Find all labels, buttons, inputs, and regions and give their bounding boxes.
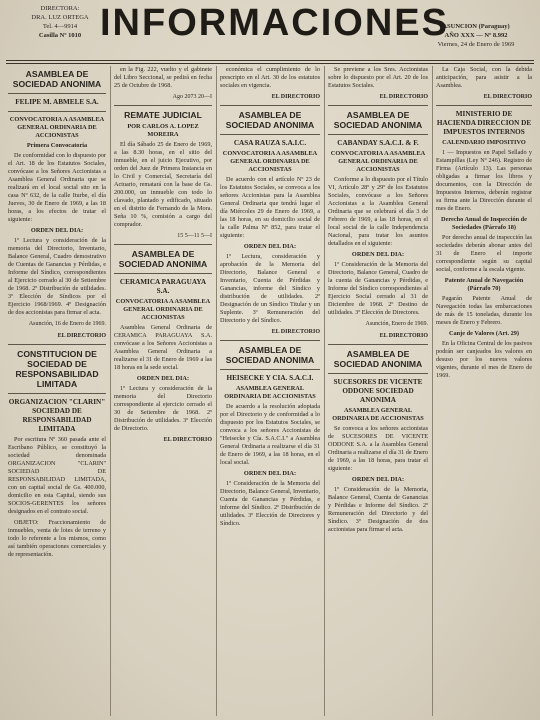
notice-signature: EL DIRECTORIO: [271, 94, 320, 100]
masthead-left-info: [10, 4, 110, 40]
notice-heading: ASAMBLEA DE SOCIEDAD ANONIMA: [333, 349, 423, 369]
notice-body: 1 — Impuestos en Papel Sellado y Estampillas (Ley Nº 246). Registro de Firma (Artículo 13). Las personas obligadas a firmar los libros y documentos, con la Dirección de Impuestos Internos, deberán registrar su firma ante la Dirección durante el mes de Enero.: [436, 149, 532, 212]
column-1: [8, 66, 106, 716]
agenda-heading: ORDEN DEL DIA:: [243, 243, 297, 250]
newspaper-title: INFORMACIONES: [100, 2, 449, 44]
po-box: Casilla Nº 1010: [38, 32, 82, 39]
column-4: [328, 66, 428, 716]
section-subtitle: Canje de Valores (Art. 29): [448, 330, 519, 337]
notice-body: Por derecho anual de inspección las sociedades deberán abonar antes del 31 de Enero el importe correspondiente según su capital social, conforme a la escala vigente.: [436, 234, 532, 273]
notice-date: Asunción, 16 de Enero de 1969.: [28, 321, 106, 327]
notice-body: De acuerdo con el artículo Nº 23 de los Estatutos Sociales, se convoca a los señores Accionistas para la Asamblea General Ordinaria que tendrá lugar el día Miércoles 29 de Enero de 1969, a las 18 horas, en su domicilio social de la calle Palma Nº 852, para tratar el siguiente:: [220, 176, 320, 239]
divider: [220, 105, 320, 106]
column-divider: [216, 66, 217, 716]
notice-body: En la Oficina Central de los pasivos podrán ser canjeados los valores en desuso por los nuevos valores vigentes, durante el mes de Enero de 1969.: [436, 340, 532, 379]
divider: [8, 344, 106, 345]
section-subtitle: Patente Anual de Navegación (Párrafo 70): [444, 277, 524, 292]
notice-heading: ASAMBLEA DE SOCIEDAD ANONIMA: [12, 69, 102, 89]
convocation-title: ASAMBLEA GENERAL ORDINARIA DE ACCIONISTAS: [332, 407, 424, 422]
agenda-items: 1º Consideración de la Memoria del Directorio, Balance General, Cuadro de la cuenta de Ganancias y Pérdidas, e Informe del Síndico correspondientes al Ejercicio Social cerrado al 31 de Diciembre de 1968. 2º Destino de utilidades. 3º Elección de Directores.: [328, 261, 428, 316]
divider: [220, 369, 320, 370]
agenda-heading: ORDEN DEL DIA:: [243, 470, 297, 477]
divider: [8, 111, 106, 112]
notice-body: Por escritura Nº 360 pasada ante el Escribano Público, se constituyó la sociedad denominada ORGANIZACION "CLARIN" SOCIEDAD DE RESPONSABILIDAD LIMITADA, con un capital social de Gs. 400.000, domicilio en esta Capital, siendo sus SOCIOS-GERENTES los señores designados en el contrato social.: [8, 436, 106, 515]
company-name: CASA RAUZA S.A.I.C.: [233, 139, 307, 147]
agenda-heading: ORDEN DEL DIA:: [30, 227, 84, 234]
notice-body: Conforme a lo dispuesto por el Título VI, Artículo 28º y 29º de los Estatutos Sociales, convócase a los Señores Accionistas a la Asamblea General Ordinaria que se celebrará el día 3 de Febrero de 1969, a las 18 horas, en el local social de la calle Independencia Nacional, para tratar los asuntos detallados en el siguiente:: [328, 176, 428, 247]
agenda-items: 1º Lectura, consideración y aprobación de la Memoria del Directorio, Balance General e Inventario, Cuenta de Pérdidas y Ganancias, informe del Síndico y distribución de utilidades. 2º Designación de un Síndico Titular y un Suplente. 3º Remuneración del Directorio y del Síndico.: [220, 253, 320, 324]
notice-body: económica el cumplimiento de lo prescripto en el Art. 30 de los estatutos sociales en vigencia.: [220, 66, 320, 89]
divider: [114, 273, 212, 274]
company-name: HEISECKE Y CIA. S.A.C.I.: [226, 374, 314, 382]
column-divider: [432, 66, 433, 716]
agenda-items: 1º Consideración de la Memoria, Balance General, Cuenta de Ganancias y Pérdidas e Informe del Síndico. 2º Remuneración del Directorio y del Síndico. 3º Designación de dos accionistas para firmar el acta.: [328, 486, 428, 533]
column-5: [436, 66, 532, 716]
divider: [328, 105, 428, 106]
notice-body: Pagarán Patente Anual de Navegación todas las embarcaciones de más de 15 toneladas, durante los meses de Enero y Febrero.: [436, 295, 532, 326]
notice-body: Se previene a los Sres. Accionistas sobre lo dispuesto por el Art. 20 de los Estatutos Sociales.: [328, 66, 428, 89]
notice-signature: EL DIRECTORIO: [483, 94, 532, 100]
agenda-heading: ORDEN DEL DIA:: [351, 476, 405, 483]
company-name: SUCESORES DE VICENTE ODDONE SOCIEDAD ANONIMA: [333, 378, 423, 404]
masthead-rule: [6, 60, 534, 61]
column-divider: [110, 66, 111, 716]
divider: [328, 344, 428, 345]
divider: [8, 93, 106, 94]
column-divider: [324, 66, 325, 716]
notice-body: De acuerdo a la resolución adoptada por el Directorio y de conformidad a lo dispuesto por los Estatutos Sociales, se convoca a los señores Accionistas de "Heisecke y Cía. S.A.C.I." a Asamblea General Ordinaria a realizarse el día 31 de Enero de 1969, a las 18 horas, en el local social.: [220, 403, 320, 466]
notice-body: La Caja Social, con la debida anticipación, para asistir a la Asamblea.: [436, 66, 532, 89]
notice-heading: MINISTERIO DE HACIENDA DIRECCION DE IMPUESTOS INTERNOS: [436, 110, 532, 136]
phone: Tel. 4—9914: [42, 23, 78, 30]
column-2: [114, 66, 212, 716]
convocation-title: CONVOCATORIA A ASAMBLEA GENERAL ORDINARIA DE ACCIONISTAS: [9, 116, 105, 139]
company-name: CERAMICA PARAGUAYA S.A.: [119, 278, 207, 295]
city: ASUNCION (Paraguay): [442, 23, 510, 30]
notice-heading: REMATE JUDICIAL: [124, 110, 202, 120]
director-name: DRA. LUZ ORTEGA: [31, 14, 89, 21]
agenda-items: 1º Consideración de la Memoria del Directorio, Balance General, Inventario, Cuenta de Ganancias y Pérdidas, e informe del Síndico. 2º Distribución de utilidades. 3º Elección de Directores y Síndico.: [220, 480, 320, 527]
convocation-title: CONVOCATORIA A ASAMBLEA GENERAL ORDINARIA DE ACCIONISTAS: [330, 150, 426, 173]
notice-signature: EL DIRECTORIO: [163, 437, 212, 443]
notice-heading: ASAMBLEA DE SOCIEDAD ANONIMA: [225, 110, 315, 130]
agenda-heading: ORDEN DEL DIA:: [351, 251, 405, 258]
column-3: [220, 66, 320, 716]
notice-body: De conformidad con lo dispuesto por el Art. 18 de los Estatutos Sociales, convócase a los Señores Accionistas a Asamblea General Ordinaria que se realizará en el local social sito en la casa Nº 632, de la calle Iturbe, el día Jueves, 30 de Enero de 1969, a las 18 horas, a los efectos de tratar el siguiente:: [8, 152, 106, 223]
divider: [8, 393, 106, 394]
notice-body: OBJETO: Fraccionamiento de inmuebles, venta de lotes de terreno y todo lo referente a los mismos, como así también operaciones comerciales y de representación.: [8, 519, 106, 558]
divider: [114, 244, 212, 245]
notice-body: en la Fig. 222, vuelto y el gabinete del Libro Seccional, se pedirá en fecha 25 de Octubre de 1968.: [114, 66, 212, 89]
section-subtitle: Derecho Anual de Inspección de Sociedades (Párrafo 18): [441, 216, 527, 231]
divider: [114, 105, 212, 106]
notice-body: Se convoca a los señores accionistas de SUCESORES DE VICENTE ODDONE S.A. a la Asamblea General Ordinaria a realizarse el día 31 de Enero de 1969, a las 18 horas, para tratar el siguiente:: [328, 425, 428, 472]
divider: [328, 134, 428, 135]
notice-signature: EL DIRECTORIO: [57, 333, 106, 339]
company-name: ORGANIZACION "CLARIN" SOCIEDAD DE RESPONSABILIDAD LIMITADA: [8, 398, 106, 433]
notice-body: El día Sábado 25 de Enero de 1969, a las 8.30 horas, en el sitio del inmueble, en el juicio Ejecutivo, por orden del Juez de Primera Instancia en lo Civil y Comercial, Secretaría del Actuario, rematará con la base de Gs. 200.000, un inmueble con todo lo clavado, plantado y edificado, situado en el distrito de Fernando de la Mora. Seña 10 %, comisión a cargo del comprador.: [114, 141, 212, 228]
issue-number: AÑO XXX — Nº 8.992: [444, 32, 508, 39]
masthead-rule-2: [6, 63, 534, 64]
notice-signature: EL DIRECTORIO: [379, 94, 428, 100]
issue-date: Viernes, 24 de Enero de 1969: [437, 41, 515, 48]
agenda-items: 1º Lectura y consideración de la memoria del Directorio correspondiente al ejercicio cerrado el 30 de Setiembre de 1968. 2º Distribución de utilidades. 3º Elección de Directorio.: [114, 385, 212, 432]
company-name: FELIPE M. ABMELE S.A.: [15, 98, 99, 106]
notice-signature: Ago 2073 20—I: [172, 94, 212, 100]
notice-heading: ASAMBLEA DE SOCIEDAD ANONIMA: [118, 249, 208, 269]
convocation-title: CONVOCATORIA A ASAMBLEA GENERAL ORDINARIA DE ACCIONISTAS: [222, 150, 318, 173]
agenda-items: 1º Lectura y consideración de la memoria del Directorio, Inventario, Balance General, Cuadro demostrativo de Cuentas de Ganancias y Pérdidas, e Informe del Síndico, correspondientes al Ejercicio cerrado al 30 de Setiembre de 1968. 2º Distribución de utilidades. 3º Elección de Síndicos por el Ejercicio 1968/1969. 4º Designación de dos accionistas para firmar el acta.: [8, 237, 106, 316]
director-label: DIRECTORA:: [40, 5, 80, 12]
notice-heading: CONSTITUCION DE SOCIEDAD DE RESPONSABILIDAD LIMITADA: [15, 349, 99, 389]
notice-signature: EL DIRECTORIO: [379, 333, 428, 339]
divider: [220, 340, 320, 341]
notice-signature: 15 5—11 5—I: [177, 233, 212, 239]
notice-heading: ASAMBLEA DE SOCIEDAD ANONIMA: [333, 110, 423, 130]
masthead-right-info: [420, 22, 532, 49]
convocation-title: ASAMBLEA GENERAL ORDINARIA DE ACCIONISTAS: [224, 385, 316, 400]
section-subtitle: CALENDARIO IMPOSITIVO: [442, 139, 526, 146]
company-name: CABANDAY S.A.C.I. & F.: [337, 139, 419, 147]
divider: [328, 373, 428, 374]
agenda-heading: ORDEN DEL DIA:: [136, 375, 190, 382]
convocation-subtitle: Primera Convocatoria: [26, 142, 88, 149]
divider: [436, 105, 532, 106]
convocation-title: CONVOCATORIA A ASAMBLEA GENERAL ORDINARIA DE ACCIONISTAS: [115, 298, 211, 321]
notice-heading: ASAMBLEA DE SOCIEDAD ANONIMA: [225, 345, 315, 365]
auctioneer-name: POR CARLOS A. LOPEZ MOREIRA: [127, 123, 199, 138]
notice-date: Asunción, Enero de 1969.: [365, 321, 428, 327]
masthead: [0, 0, 540, 62]
notice-signature: EL DIRECTORIO: [271, 329, 320, 335]
divider: [220, 134, 320, 135]
notice-body: Asamblea General Ordinaria de CERAMICA PARAGUAYA S.A. convócase a los Señores Accionistas a Asamblea General Ordinaria a realizarse el 31 de Enero de 1969 a las 18 horas en la sede social.: [114, 324, 212, 371]
